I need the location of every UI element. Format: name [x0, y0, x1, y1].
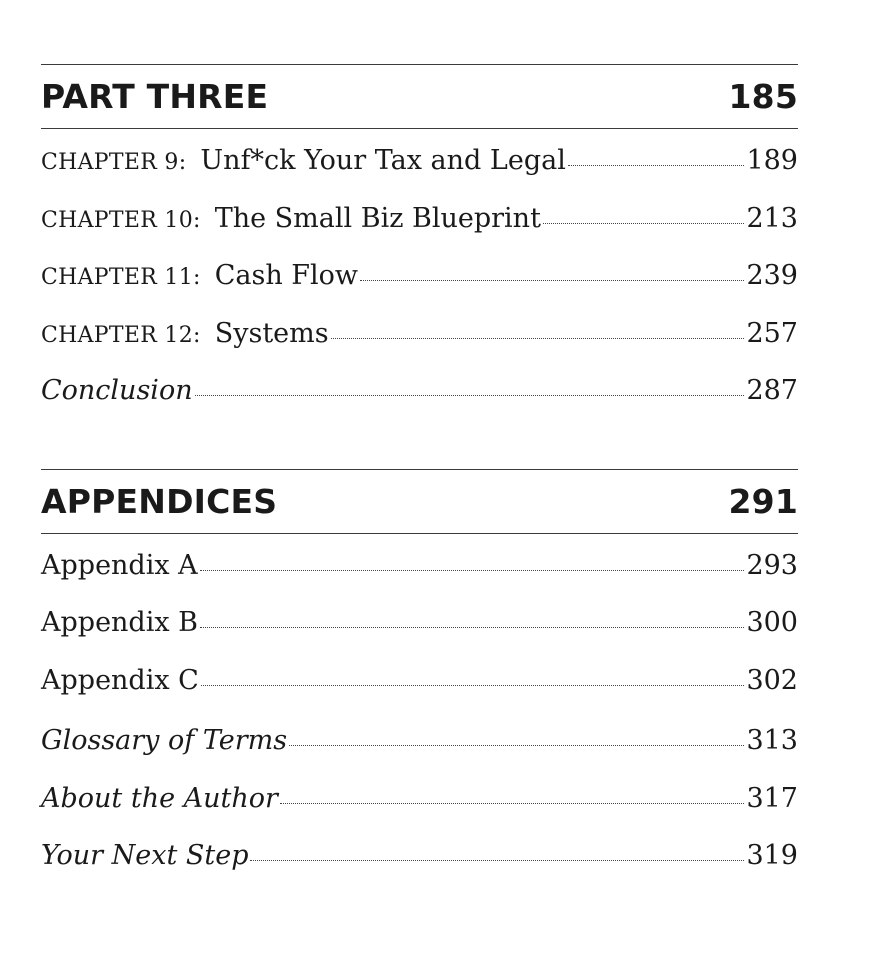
toc-entry-glossary[interactable] — [41, 725, 798, 783]
dot-leader — [360, 280, 744, 281]
dot-leader — [195, 395, 745, 396]
dot-leader — [250, 860, 744, 861]
section-title: APPENDICES — [41, 481, 278, 521]
dot-leader — [200, 570, 745, 571]
chapter-label: CHAPTER 10: — [41, 207, 201, 233]
entry-title: Unf*ck Your Tax and Legal — [200, 145, 566, 176]
toc-entry-appendix-a[interactable] — [41, 550, 798, 608]
section-title: PART THREE — [41, 77, 269, 116]
entry-title: Appendix C — [41, 664, 199, 696]
section-page-number: 185 — [728, 77, 798, 116]
entry-title: About the Author — [41, 782, 278, 814]
dot-leader — [568, 165, 745, 166]
entry-page-number: 300 — [746, 607, 798, 638]
toc-entry-appendix-c[interactable] — [41, 665, 798, 723]
toc-entry-appendix-b[interactable] — [41, 607, 798, 665]
entry-title: Your Next Step — [41, 840, 249, 871]
entry-page-number: 213 — [746, 202, 798, 234]
dot-leader — [543, 223, 745, 224]
entry-title: Appendix B — [41, 607, 199, 638]
section-appendices — [41, 469, 798, 898]
section-part-three — [41, 64, 798, 433]
section-heading — [41, 470, 798, 534]
dot-leader — [280, 803, 745, 804]
entry-page-number: 319 — [746, 840, 798, 871]
entry-page-number: 302 — [746, 664, 798, 696]
entry-page-number: 293 — [746, 549, 798, 581]
entry-title: Conclusion — [41, 375, 193, 406]
dot-leader — [201, 685, 745, 686]
chapter-label: CHAPTER 9: — [41, 150, 187, 175]
entry-page-number: 313 — [746, 725, 798, 756]
entry-title: Systems — [214, 317, 329, 349]
section-heading — [41, 65, 798, 129]
chapter-label: CHAPTER 12: — [41, 322, 201, 348]
table-of-contents — [41, 64, 798, 898]
entry-title: Glossary of Terms — [41, 725, 288, 756]
dot-leader — [200, 627, 744, 628]
entry-page-number: 189 — [746, 145, 798, 176]
entry-title: Cash Flow — [214, 260, 359, 291]
dot-leader — [331, 338, 745, 339]
chapter-label: CHAPTER 11: — [41, 265, 201, 290]
toc-entry-next-step[interactable] — [41, 840, 798, 898]
toc-entry-about-author[interactable] — [41, 783, 798, 841]
entry-title: The Small Biz Blueprint — [214, 202, 541, 234]
entry-page-number: 287 — [746, 375, 798, 406]
toc-entry-conclusion[interactable] — [41, 375, 798, 433]
toc-entry-chapter-11[interactable] — [41, 260, 798, 318]
section-page-number: 291 — [728, 481, 798, 521]
toc-entry-chapter-12[interactable] — [41, 318, 798, 376]
entry-title: Appendix A — [41, 549, 198, 581]
entry-page-number: 239 — [746, 260, 798, 291]
toc-entry-chapter-9[interactable] — [41, 145, 798, 203]
entry-page-number: 257 — [746, 317, 798, 349]
dot-leader — [289, 745, 744, 746]
entry-page-number: 317 — [746, 782, 798, 814]
toc-entry-chapter-10[interactable] — [41, 203, 798, 261]
